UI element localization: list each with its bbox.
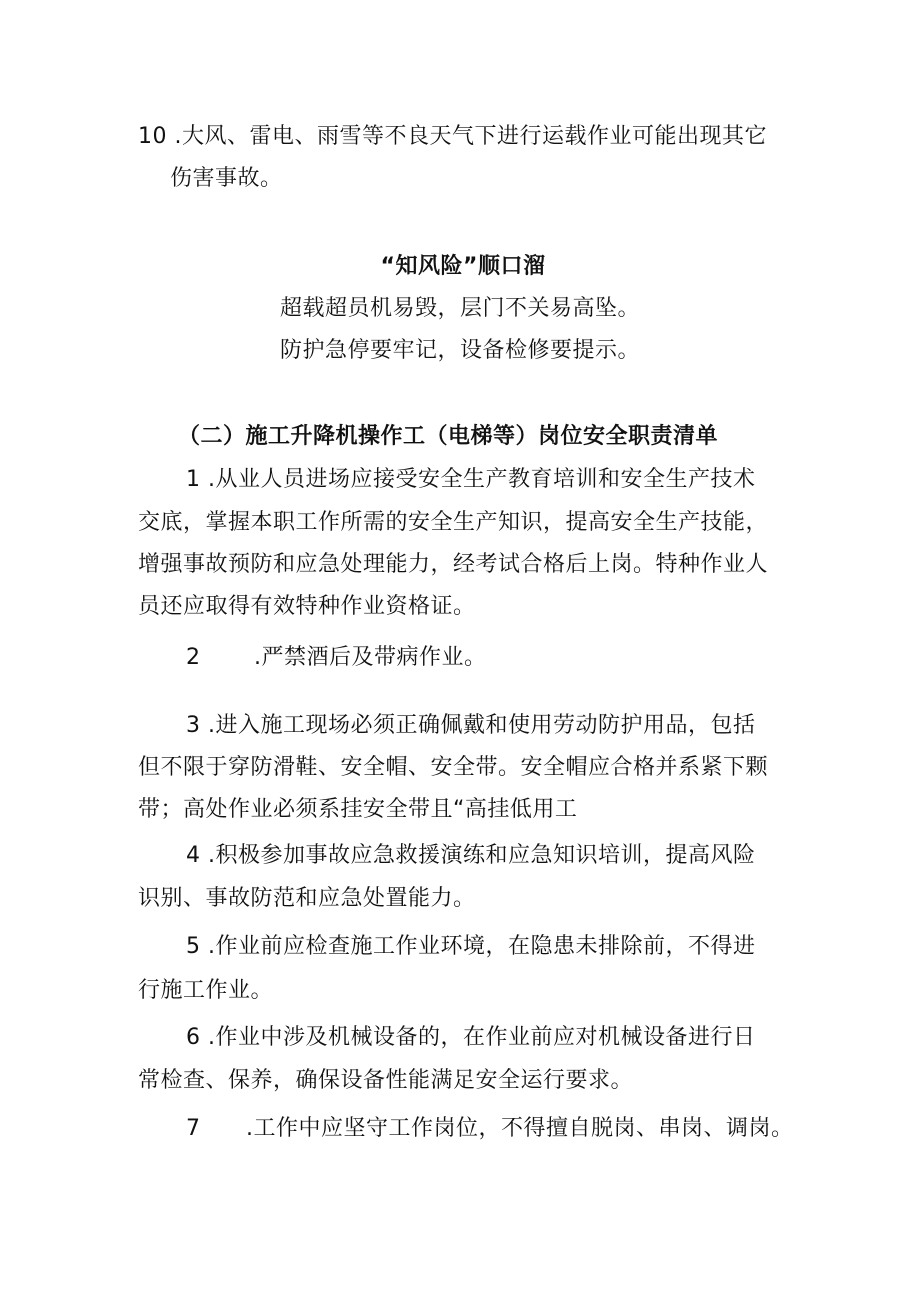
item-10-line-2: 伤害事故。 <box>170 166 283 191</box>
jingle-title: “知风险”顺口溜 <box>380 254 546 279</box>
item-7 <box>186 1114 794 1144</box>
item-7-text: .工作中应坚守工作岗位，不得擅自脱岗、串岗、调岗。 <box>246 1116 794 1141</box>
item-2 <box>186 643 487 673</box>
item-1-line-1: 1 .从业人员进场应接受安全生产教育培训和安全生产技术 <box>186 467 756 492</box>
item-3-line-3: 带；高处作业必须系挂安全带且“高挂低用工 <box>138 797 578 822</box>
item-2-number: 2 <box>186 645 201 670</box>
item-2-text: .严禁酒后及带病作业。 <box>254 645 487 670</box>
item-1-line-3: 增强事故预防和应急处理能力，经考试合格后上岗。特种作业人 <box>138 552 769 577</box>
item-6-line-2: 常检查、保养，确保设备性能满足安全运行要求。 <box>138 1068 634 1093</box>
item-10-line-1: 10 .大风、雷电、雨雪等不良天气下进行运载作业可能出现其它 <box>138 124 767 149</box>
jingle-line-1: 超载超员机易毁，层门不关易高坠。 <box>279 296 640 321</box>
item-4-line-1: 4 .积极参加事故应急救援演练和应急知识培训，提高风险 <box>186 843 756 868</box>
item-4-line-2: 识别、事故防范和应急处置能力。 <box>138 886 476 911</box>
item-3-line-2: 但不限于穿防滑鞋、安全帽、安全带。安全帽应合格并系紧下颗 <box>138 755 769 780</box>
item-5-line-2: 行施工作业。 <box>138 978 274 1003</box>
item-6-line-1: 6 .作业中涉及机械设备的，在作业前应对机械设备进行日 <box>186 1025 756 1050</box>
item-7-number: 7 <box>186 1116 201 1141</box>
item-5-line-1: 5 .作业前应检查施工作业环境，在隐患未排除前，不得进 <box>186 934 756 959</box>
jingle-line-2: 防护急停要牢记，设备检修要提示。 <box>279 338 640 363</box>
item-3-line-1: 3 .进入施工现场必须正确佩戴和使用劳动防护用品，包括 <box>186 713 756 738</box>
item-1-line-2: 交底，掌握本职工作所需的安全生产知识，提高安全生产技能， <box>138 510 769 535</box>
section-heading: （二）施工升降机操作工（电梯等）岗位安全职责清单 <box>178 424 719 449</box>
item-1-line-4: 员还应取得有效特种作业资格证。 <box>138 594 476 619</box>
